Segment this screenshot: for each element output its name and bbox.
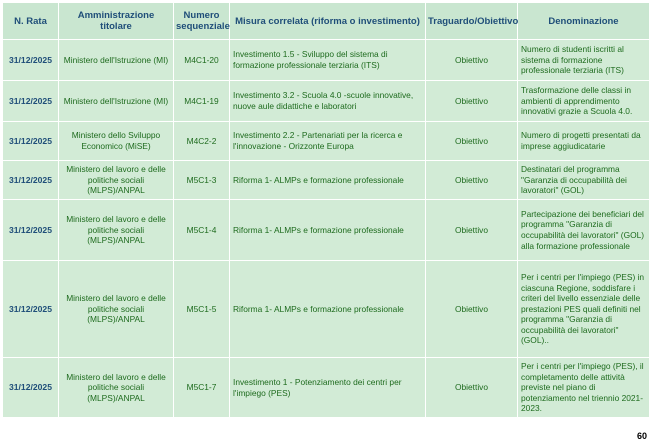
cell-traguardo: Obiettivo <box>426 161 518 200</box>
table-row <box>3 358 650 418</box>
cell-misura: Investimento 1 - Potenziamento dei centri per l'impiego (PES) <box>230 358 426 418</box>
cell-numero: M5C1-4 <box>174 200 230 261</box>
cell-amministrazione: Ministero dello Sviluppo Economico (MiSE) <box>59 122 174 161</box>
cell-denominazione: Numero di studenti iscritti al sistema di formazione professionale terziaria (ITS) <box>518 40 650 81</box>
cell-rata: 31/12/2025 <box>3 261 59 358</box>
cell-traguardo: Obiettivo <box>426 81 518 122</box>
cell-traguardo: Obiettivo <box>426 358 518 418</box>
cell-denominazione: Destinatari del programma "Garanzia di occupabilità dei lavoratori" (GOL) <box>518 161 650 200</box>
milestones-table-container <box>2 2 649 418</box>
cell-amministrazione: Ministero del lavoro e delle politiche sociali (MLPS)/ANPAL <box>59 200 174 261</box>
table-row <box>3 81 650 122</box>
milestones-table <box>2 2 650 418</box>
cell-amministrazione: Ministero del lavoro e delle politiche sociali (MLPS)/ANPAL <box>59 161 174 200</box>
cell-misura: Investimento 2.2 - Partenariati per la ricerca e l'innovazione - Orizzonte Europa <box>230 122 426 161</box>
cell-amministrazione: Ministero dell'Istruzione (MI) <box>59 81 174 122</box>
cell-numero: M4C1-20 <box>174 40 230 81</box>
cell-numero: M4C2-2 <box>174 122 230 161</box>
cell-rata: 31/12/2025 <box>3 122 59 161</box>
cell-denominazione: Trasformazione delle classi in ambienti di apprendimento innovativi grazie a Scuola 4.0. <box>518 81 650 122</box>
header-numero: Numero sequenziale <box>174 3 230 40</box>
cell-numero: M5C1-3 <box>174 161 230 200</box>
cell-numero: M4C1-19 <box>174 81 230 122</box>
cell-misura: Riforma 1- ALMPs e formazione professionale <box>230 161 426 200</box>
header-misura: Misura correlata (riforma o investimento) <box>230 3 426 40</box>
header-traguardo: Traguardo/Obiettivo <box>426 3 518 40</box>
table-row <box>3 200 650 261</box>
table-header-row <box>3 3 650 40</box>
cell-traguardo: Obiettivo <box>426 122 518 161</box>
cell-rata: 31/12/2025 <box>3 161 59 200</box>
cell-numero: M5C1-5 <box>174 261 230 358</box>
header-rata: N. Rata <box>3 3 59 40</box>
cell-traguardo: Obiettivo <box>426 261 518 358</box>
header-amministrazione: Amministrazione titolare <box>59 3 174 40</box>
cell-amministrazione: Ministero dell'Istruzione (MI) <box>59 40 174 81</box>
cell-numero: M5C1-7 <box>174 358 230 418</box>
cell-rata: 31/12/2025 <box>3 40 59 81</box>
cell-rata: 31/12/2025 <box>3 200 59 261</box>
cell-denominazione: Partecipazione dei beneficiari del programma "Garanzia di occupabilità dei lavoratori" (GOL) alla formazione professionale <box>518 200 650 261</box>
cell-misura: Investimento 3.2 - Scuola 4.0 -scuole innovative, nuove aule didattiche e laboratori <box>230 81 426 122</box>
table-row <box>3 122 650 161</box>
cell-amministrazione: Ministero del lavoro e delle politiche sociali (MLPS)/ANPAL <box>59 358 174 418</box>
table-row <box>3 261 650 358</box>
cell-rata: 31/12/2025 <box>3 81 59 122</box>
header-denominazione: Denominazione <box>518 3 650 40</box>
cell-denominazione: Numero di progetti presentati da imprese aggiudicatarie <box>518 122 650 161</box>
table-row <box>3 161 650 200</box>
cell-rata: 31/12/2025 <box>3 358 59 418</box>
cell-misura: Riforma 1- ALMPs e formazione professionale <box>230 261 426 358</box>
table-row <box>3 40 650 81</box>
cell-traguardo: Obiettivo <box>426 200 518 261</box>
cell-denominazione: Per i centri per l'impiego (PES), il completamento delle attività previste nel piano di potenziamento nel triennio 2021-2023. <box>518 358 650 418</box>
page-number: 60 <box>636 431 647 441</box>
cell-denominazione: Per i centri per l'impiego (PES) in ciascuna Regione, soddisfare i criteri del livello essenziale delle prestazioni PES quali definiti nel programma "Garanzia di occupabilità dei lavoratori" (GOL).. <box>518 261 650 358</box>
cell-misura: Investimento 1.5 - Sviluppo del sistema di formazione professionale terziaria (ITS) <box>230 40 426 81</box>
cell-traguardo: Obiettivo <box>426 40 518 81</box>
cell-amministrazione: Ministero del lavoro e delle politiche sociali (MLPS)/ANPAL <box>59 261 174 358</box>
cell-misura: Riforma 1- ALMPs e formazione professionale <box>230 200 426 261</box>
